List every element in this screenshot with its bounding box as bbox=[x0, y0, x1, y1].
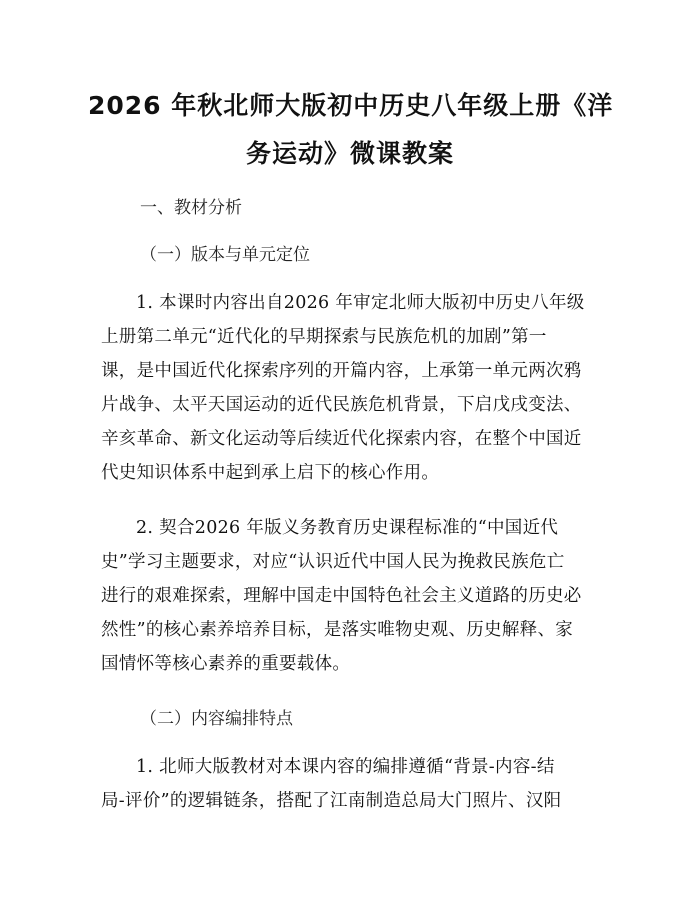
subsection-heading-edition-unit: （一）版本与单元定位 bbox=[140, 245, 310, 265]
paragraph-2-line: 进行的艰难探索，理解中国走中国特色社会主义道路的历史必 bbox=[101, 586, 582, 606]
paragraph-1-line: 课，是中国近代化探索序列的开篇内容，上承第一单元两次鸦 bbox=[101, 361, 582, 381]
paragraph-1-line: 辛亥革命、新文化运动等后续近代化探索内容，在整个中国近 bbox=[101, 429, 582, 449]
paragraph-3-line: 1. 北师大版教材对本课内容的编排遵循“背景-内容-结 bbox=[136, 757, 555, 777]
document-title-line-1: 2026 年秋北师大版初中历史八年级上册《洋 bbox=[88, 91, 614, 120]
paragraph-2-line: 2. 契合2026 年版义务教育历史课程标准的“中国近代 bbox=[136, 518, 559, 538]
document-title-line-2: 务运动》微课教案 bbox=[245, 139, 454, 168]
paragraph-1-line: 上册第二单元“近代化的早期探索与民族危机的加剧”第一 bbox=[101, 327, 547, 347]
paragraph-2-line: 史”学习主题要求，对应“认识近代中国人民为挽救民族危亡 bbox=[101, 552, 565, 572]
paragraph-3-line: 局-评价”的逻辑链条，搭配了江南制造总局大门照片、汉阳 bbox=[101, 791, 562, 811]
subsection-heading-content-arrangement: （二）内容编排特点 bbox=[140, 709, 293, 729]
paragraph-1-line: 代史知识体系中起到承上启下的核心作用。 bbox=[101, 463, 440, 483]
paragraph-1-line: 片战争、太平天国运动的近代民族危机背景，下启戊戌变法、 bbox=[101, 395, 582, 415]
paragraph-2-line: 国情怀等核心素养的重要载体。 bbox=[101, 654, 351, 674]
section-heading-textbook-analysis: 一、教材分析 bbox=[140, 198, 242, 218]
paragraph-1-line: 1. 本课时内容出自2026 年审定北师大版初中历史八年级 bbox=[136, 293, 585, 313]
paragraph-2-line: 然性”的核心素养培养目标，是落实唯物史观、历史解释、家 bbox=[101, 620, 574, 640]
